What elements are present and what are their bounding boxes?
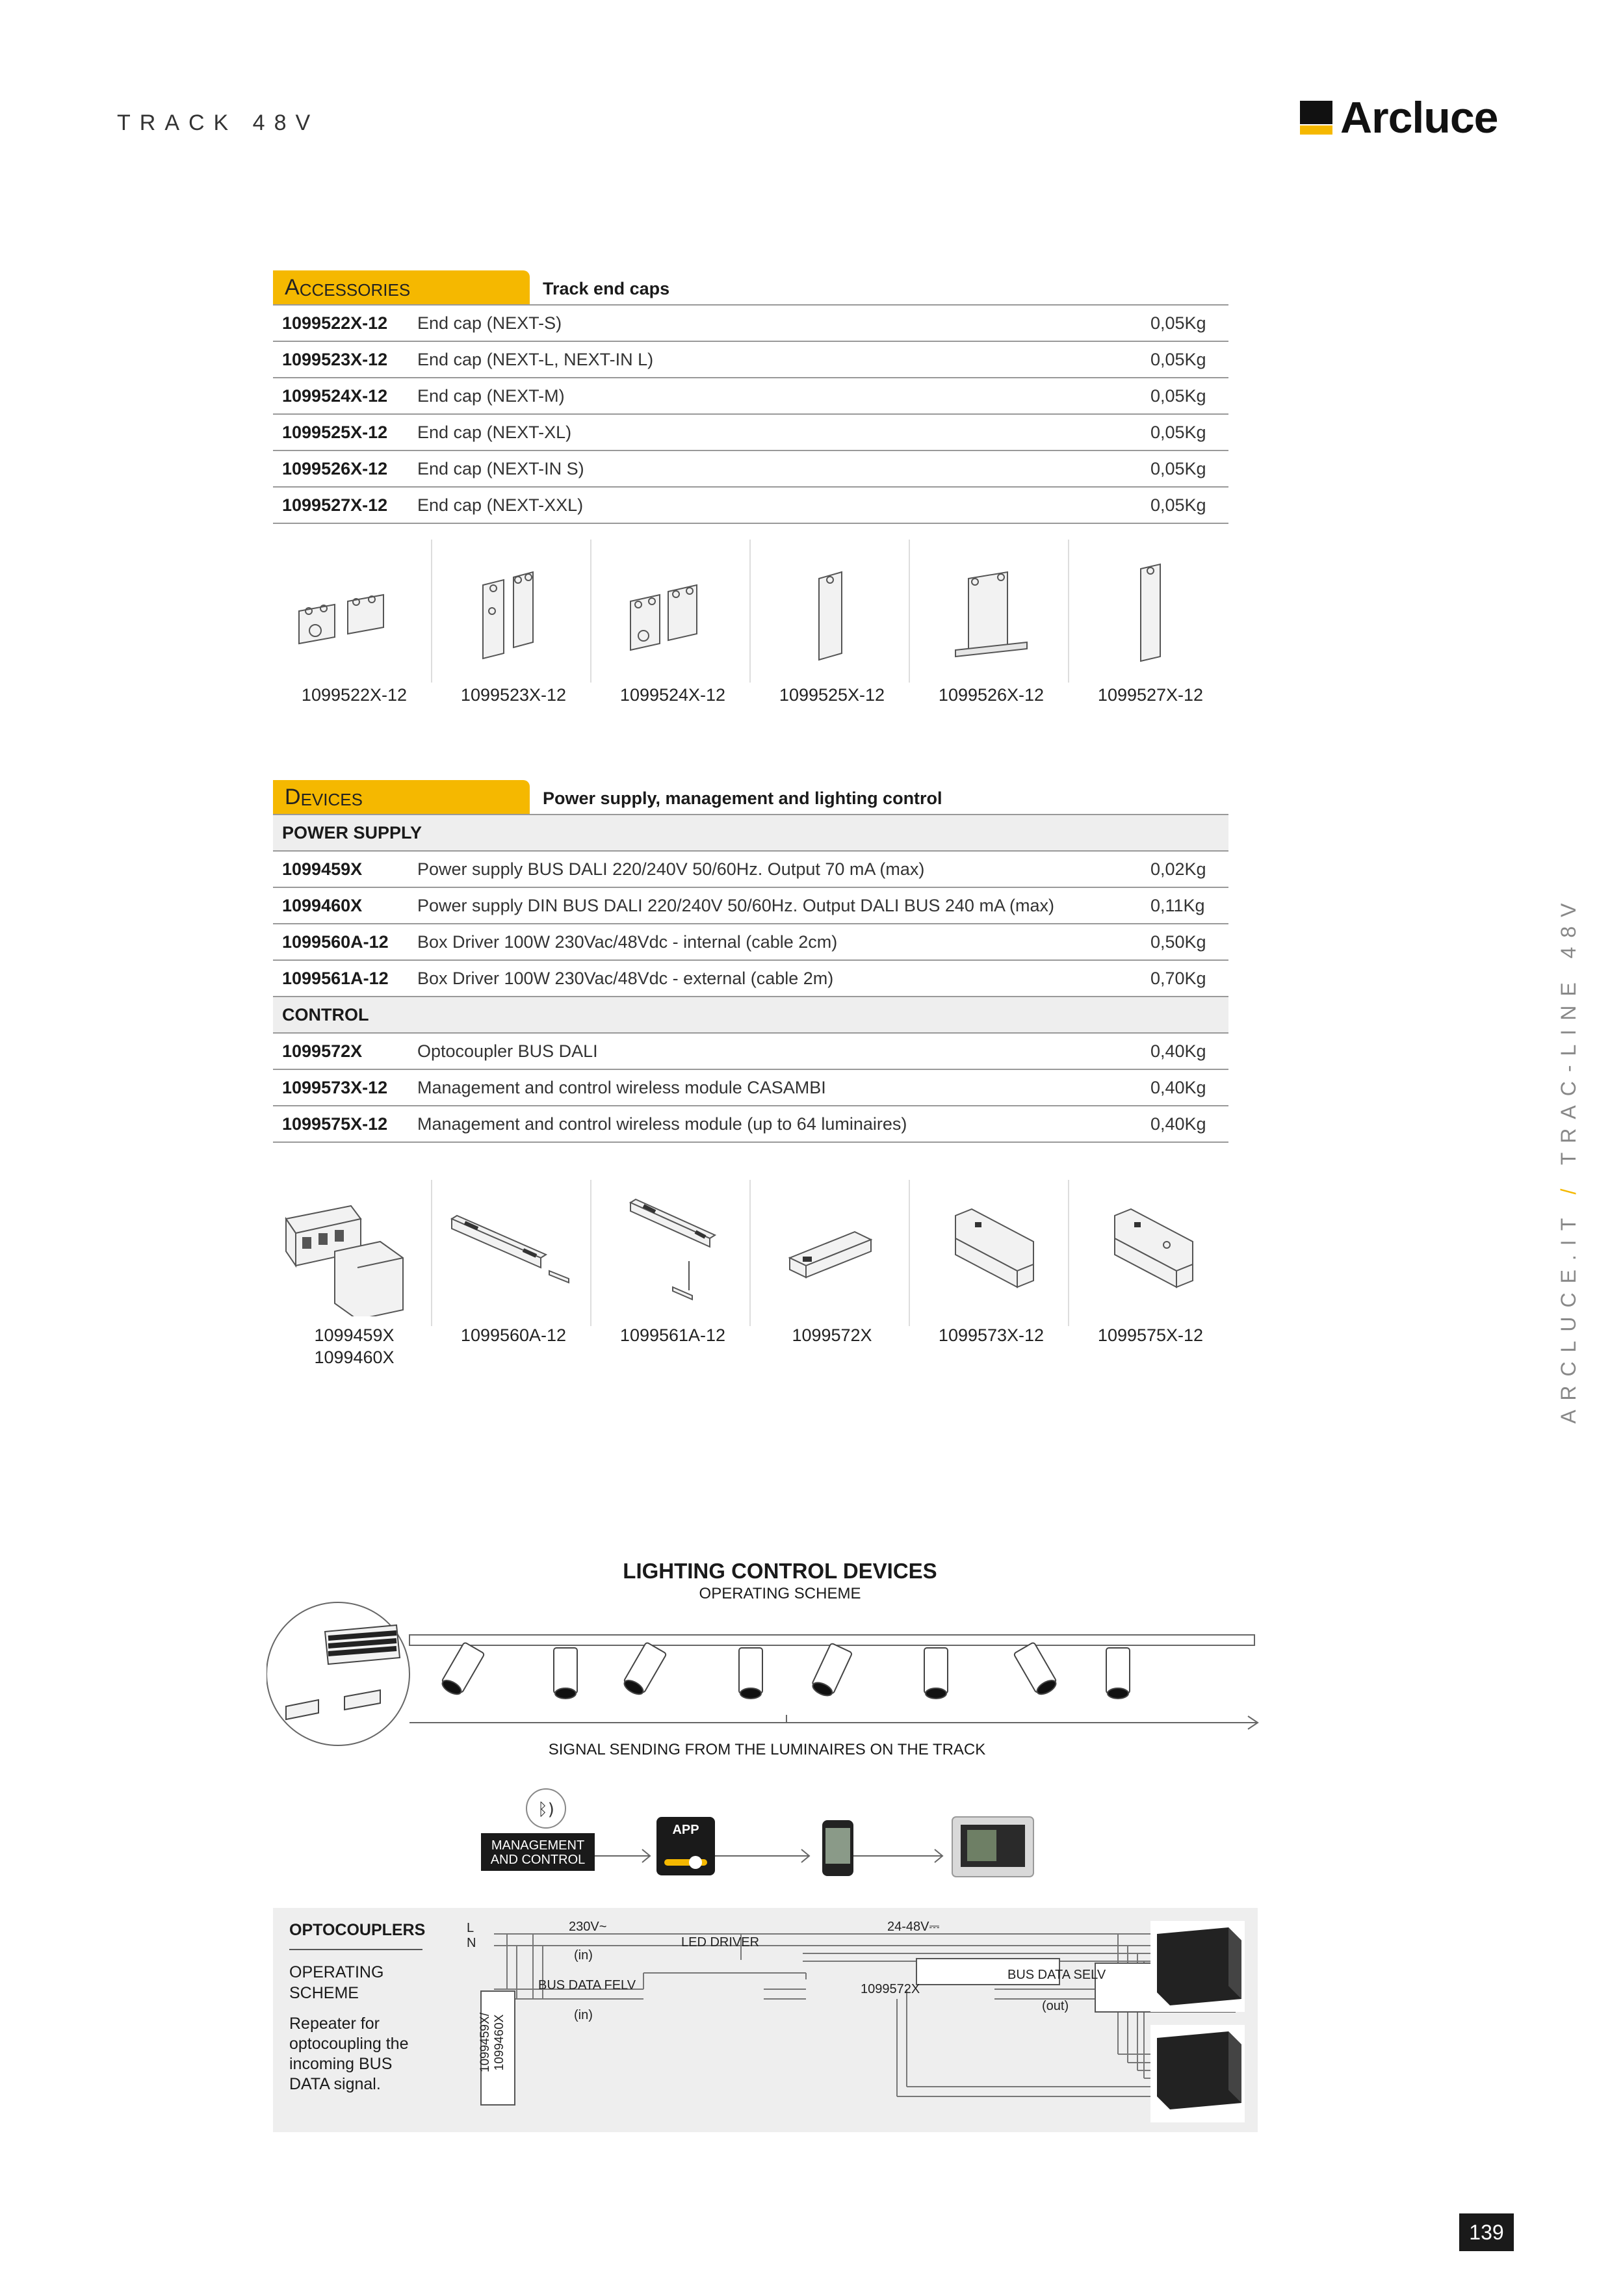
page-number: 139 [1459,2213,1514,2251]
label-1099572x: 1099572X [861,1982,920,1996]
product-weight: 0,50Kg [1150,932,1206,952]
product-weight: 0,40Kg [1150,1077,1206,1097]
table-row [273,1034,1228,1070]
brand-logo [1300,92,1498,143]
product-weight: 0,02Kg [1150,859,1206,879]
product-code: 1099522X-12 [282,313,388,333]
product-description: End cap (NEXT-M) [417,385,565,406]
accessories-section [273,272,1228,524]
devices-section [273,781,1228,1143]
label-n: N [467,1936,476,1950]
label-in-2: (in) [574,2008,593,2022]
image-label: 1099522X-12 [301,685,408,705]
devices-tab-rest: EVICES [300,790,363,809]
side-label-separator: / [1557,1179,1580,1195]
product-code: 1099573X-12 [282,1077,388,1097]
box-driver-internal-illustration [432,1180,595,1316]
product-description: End cap (NEXT-L, NEXT-IN L) [417,349,654,369]
image-label: 1099572X [792,1325,872,1345]
label-24-48v: 24-48V⎓ [887,1920,940,1934]
scheme-title: LIGHTING CONTROL DEVICES [623,1559,937,1583]
product-description: End cap (NEXT-IN S) [417,458,584,478]
table-row [273,306,1228,342]
product-code: 1099525X-12 [282,422,388,442]
accessories-title: Track end caps [543,279,670,298]
table-row [273,852,1228,888]
track-profile-bottom [1150,2025,1245,2122]
table-row [273,924,1228,961]
product-weight: 0,70Kg [1150,968,1206,988]
side-label-line: TRAC-LINE 48V [1557,894,1580,1166]
table-row [273,1070,1228,1106]
table-row [273,488,1228,524]
label-out: (out) [1042,1999,1069,2013]
label-power-supply-codes: 1099459X/ 1099460X [478,2013,506,2072]
product-description: End cap (NEXT-S) [417,313,562,333]
track-luminaires [439,1642,1130,1699]
product-code: 1099572X [282,1041,363,1061]
product-description: Power supply DIN BUS DALI 220/240V 50/60Hz. Output DALI BUS 240 mA (max) [417,895,1054,915]
management-label-line1: MANAGEMENT [491,1838,585,1853]
wireless-module-casambi-illustration [910,1180,1072,1316]
product-code: 1099523X-12 [282,349,388,369]
optocouplers-subheading-line2: SCHEME [289,1984,359,2002]
end-cap-flange-illustration [910,540,1072,676]
device-image-cell [1069,1180,1228,1375]
image-label: 1099573X-12 [938,1325,1045,1345]
table-row [273,961,1228,997]
devices-image-row [273,1180,1228,1375]
optocouplers-text [289,1921,426,2094]
product-code: 1099524X-12 [282,385,388,406]
table-row [273,342,1228,378]
product-description: Management and control wireless module CASAMBI [417,1077,826,1097]
accessories-tab [273,270,530,304]
product-code: 1099460X [282,895,363,915]
accessories-tab-rest: CCESSORIES [299,280,411,300]
device-image-cell [432,1180,591,1375]
image-label: 1099523X-12 [460,685,567,705]
image-label: 1099527X-12 [1097,685,1204,705]
optocouplers-subheading [289,1962,422,2003]
end-cap-image-cell [1069,540,1228,715]
end-cap-image-cell [273,540,432,715]
image-label: 1099525X-12 [779,685,885,705]
end-cap-pair-illustration [591,540,754,676]
product-description: End cap (NEXT-XL) [417,422,572,442]
product-description: Box Driver 100W 230Vac/48Vdc - internal (cable 2cm) [417,932,838,952]
label-in-1: (in) [574,1948,593,1963]
accessories-header [273,272,1228,306]
image-label: 1099560A-12 [460,1325,567,1345]
track-detail-circle [266,1602,409,1745]
optocouplers-heading: OPTOCOUPLERS [289,1921,422,1950]
product-weight: 0,11Kg [1150,895,1205,915]
table-row [273,415,1228,451]
app-label: APP [672,1823,699,1837]
control-table [273,1034,1228,1143]
management-label-line2: AND CONTROL [490,1853,586,1867]
product-description: Management and control wireless module (up to 64 luminaires) [417,1114,907,1134]
product-code: 1099527X-12 [282,495,388,515]
image-label: 1099561A-12 [619,1325,726,1345]
product-code: 1099575X-12 [282,1114,388,1134]
label-l: L [467,1921,474,1935]
product-weight: 0,05Kg [1150,349,1206,369]
table-row [273,378,1228,415]
track-detail-slots [328,1633,396,1654]
image-label: 1099526X-12 [938,685,1045,705]
end-cap-pair-illustration [273,540,435,676]
accessories-image-row [273,540,1228,715]
product-weight: 0,05Kg [1150,385,1206,406]
image-label-line-2: 1099460X [314,1348,395,1367]
device-image-cell [591,1180,751,1375]
product-weight: 0,05Kg [1150,422,1206,442]
management-control-label [481,1838,595,1867]
product-description: Optocoupler BUS DALI [417,1041,598,1061]
svg-text:ᛒ): ᛒ) [538,1800,554,1820]
wireless-module-illustration [1069,1180,1232,1316]
group-control: CONTROL [273,997,1228,1034]
product-weight: 0,40Kg [1150,1041,1206,1061]
scheme-subtitle: OPERATING SCHEME [699,1585,861,1602]
devices-tab [273,780,530,814]
image-label: 1099524X-12 [619,685,726,705]
product-code: 1099560A-12 [282,932,389,952]
page-section-title: TRACK 48V [117,111,320,135]
product-description: Box Driver 100W 230Vac/48Vdc - external (cable 2m) [417,968,834,988]
track-profile-top [1150,1921,1245,2012]
optocoupler-illustration [751,1180,913,1316]
accessories-table [273,306,1228,524]
product-weight: 0,05Kg [1150,458,1206,478]
label-bus-data-felv: BUS DATA FELV [538,1978,636,1992]
devices-tab-initial: D [285,785,301,809]
label-bus-data-selv: BUS DATA SELV [1007,1968,1106,1982]
end-cap-image-cell [432,540,591,715]
accessories-tab-initial: A [285,275,300,300]
end-cap-image-cell [591,540,751,715]
optocouplers-subheading-line1: OPERATING [289,1963,384,1981]
label-led-driver: LED DRIVER [681,1935,760,1950]
product-weight: 0,40Kg [1150,1114,1206,1134]
product-code: 1099526X-12 [282,458,388,478]
image-label: 1099575X-12 [1097,1325,1204,1345]
label-230v: 230V~ [569,1920,607,1934]
end-cap-illustration [751,540,913,676]
side-label [1557,894,1581,1424]
image-label [273,1324,435,1368]
product-description: Power supply BUS DALI 220/240V 50/60Hz. Output 70 mA (max) [417,859,925,879]
signal-caption: SIGNAL SENDING FROM THE LUMINAIRES ON THE TRACK [548,1741,986,1758]
product-description: End cap (NEXT-XXL) [417,495,584,515]
power-supply-illustration [273,1180,435,1316]
power-supply-table [273,852,1228,997]
end-cap-image-cell [910,540,1069,715]
image-label-line-1: 1099459X [314,1325,395,1345]
device-image-cell [751,1180,910,1375]
product-weight: 0,05Kg [1150,495,1206,515]
end-cap-tall-illustration [1069,540,1232,676]
devices-header [273,781,1228,815]
end-cap-image-cell [751,540,910,715]
side-label-site: ARCLUCE.IT [1557,1209,1580,1424]
optocouplers-description: Repeater for optocoupling the incoming BUS DATA signal. [289,2015,409,2093]
table-row [273,888,1228,924]
table-row [273,451,1228,488]
brand-name: Arcluce [1340,93,1498,142]
product-code: 1099459X [282,859,363,879]
optocouplers-panel [273,1908,1258,2132]
table-row [273,1106,1228,1143]
product-code: 1099561A-12 [282,968,389,988]
devices-title: Power supply, management and lighting control [543,789,942,808]
box-driver-external-illustration [591,1180,754,1316]
end-cap-pair-illustration [432,540,595,676]
product-weight: 0,05Kg [1150,313,1206,333]
group-power-supply: POWER SUPPLY [273,815,1228,852]
device-image-cell [910,1180,1069,1375]
device-image-cell [273,1180,432,1375]
brand-mark-icon [1300,101,1332,135]
